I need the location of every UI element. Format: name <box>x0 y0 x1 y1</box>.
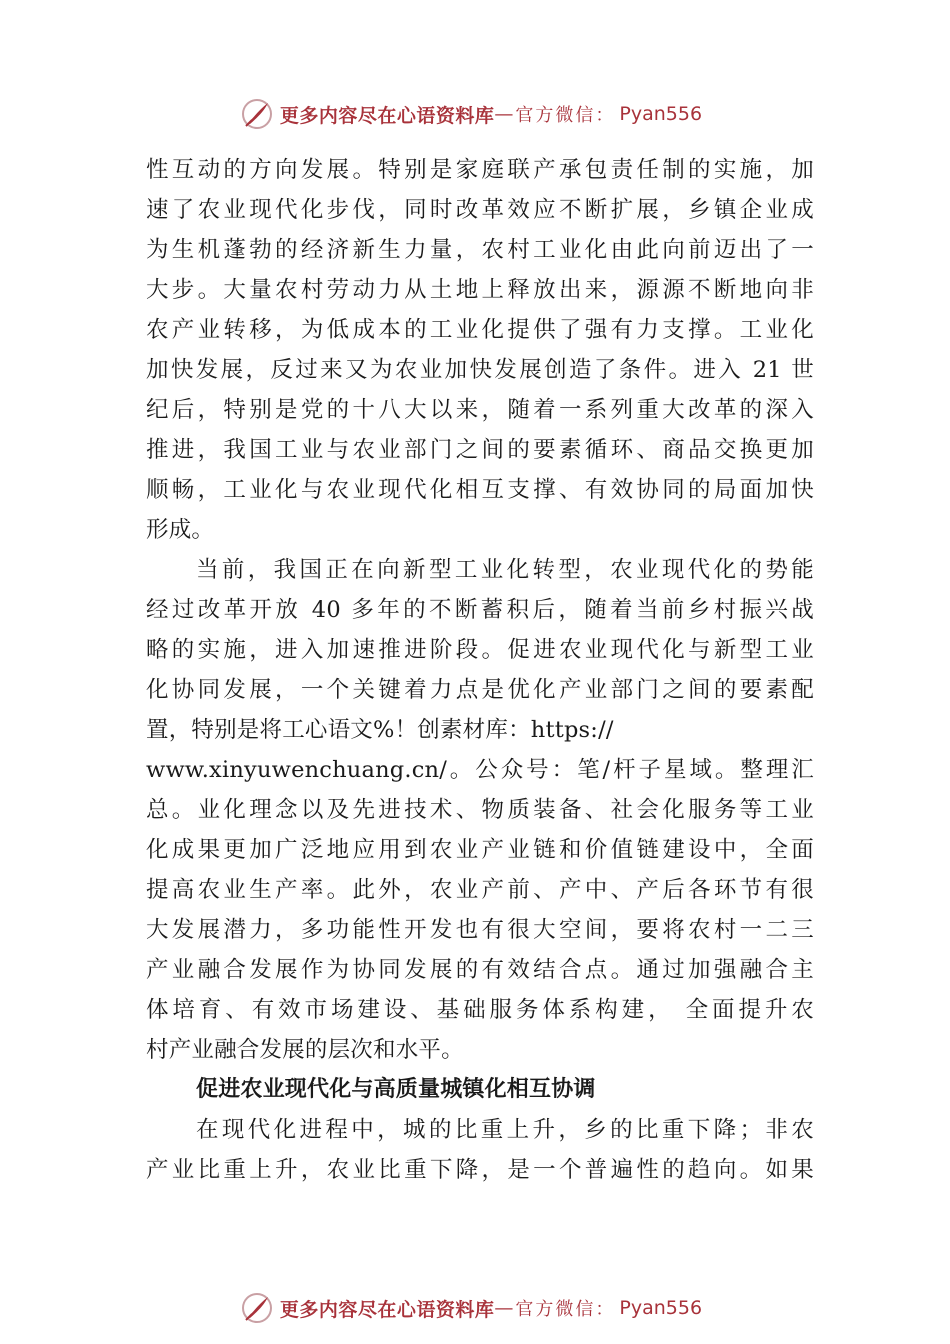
text-line: 置，特别是将工心语文%！创素材库：https:// <box>146 717 614 743</box>
paragraph-1 <box>146 150 814 550</box>
paragraph-3 <box>146 1110 814 1190</box>
text-line: 顺畅，工业化与农业现代化相互支撑、有效协同的局面加快 <box>146 477 814 503</box>
banner-wechat-label: 官方微信： <box>515 105 616 126</box>
text-line: www.xinyuwenchuang.cn/。公众号：笔/杆子星域。整理汇 <box>146 757 814 783</box>
banner-title: 更多内容尽在心语资料库 <box>279 1298 495 1321</box>
text-line: 农产业转移，为低成本的工业化提供了强有力支撑。工业化 <box>146 317 814 343</box>
text-line: 当前，我国正在向新型工业化转型，农业现代化的势能 <box>196 557 814 583</box>
banner-wechat-id: Pyan556 <box>619 1297 703 1319</box>
text-line: 性互动的方向发展。特别是家庭联产承包责任制的实施，加 <box>146 157 814 183</box>
text-line: 大步。大量农村劳动力从土地上释放出来，源源不断地向非 <box>146 277 814 303</box>
banner-separator: — <box>494 103 514 125</box>
text-line: 为生机蓬勃的经济新生力量，农村工业化由此向前迈出了一 <box>146 237 814 263</box>
banner-separator: — <box>494 1297 514 1319</box>
text-line: 形成。 <box>146 517 215 543</box>
text-line: 总。业化理念以及先进技术、物质装备、社会化服务等工业 <box>146 797 814 823</box>
document-body <box>146 150 814 1190</box>
text-line: 纪后，特别是党的十八大以来，随着一系列重大改革的深入 <box>146 397 814 423</box>
text-line: 化协同发展，一个关键着力点是优化产业部门之间的要素配 <box>146 677 814 703</box>
text-line: 村产业融合发展的层次和水平。 <box>146 1037 464 1063</box>
quill-logo-icon <box>240 1291 274 1325</box>
banner-wechat-id: Pyan556 <box>619 103 703 125</box>
quill-logo-icon <box>240 97 274 131</box>
text-line: 略的实施，进入加速推进阶段。促进农业现代化与新型工业 <box>146 637 814 663</box>
banner-title: 更多内容尽在心语资料库 <box>279 104 495 127</box>
text-line: 提高农业生产率。此外，农业产前、产中、产后各环节有很 <box>146 877 814 903</box>
text-line: 大发展潜力，多功能性开发也有很大空间，要将农村一二三 <box>146 917 814 943</box>
text-line: 加快发展，反过来又为农业加快发展创造了条件。进入 21 世 <box>146 357 814 383</box>
header-banner <box>0 94 950 134</box>
paragraph-2 <box>146 550 814 1070</box>
text-line: 产业比重上升，农业比重下降，是一个普遍性的趋向。如果 <box>146 1157 814 1183</box>
text-line: 推进，我国工业与农业部门之间的要素循环、商品交换更加 <box>146 437 814 463</box>
text-line: 化成果更加广泛地应用到农业产业链和价值链建设中，全面 <box>146 837 814 863</box>
footer-banner <box>0 1288 950 1328</box>
text-line: 经过改革开放 40 多年的不断蓄积后，随着当前乡村振兴战 <box>146 597 814 623</box>
text-line: 在现代化进程中，城的比重上升，乡的比重下降；非农 <box>196 1117 814 1143</box>
section-heading: 促进农业现代化与高质量城镇化相互协调 <box>196 1077 596 1102</box>
text-line: 体培育、有效市场建设、基础服务体系构建， 全面提升农 <box>146 997 814 1023</box>
banner-wechat-label: 官方微信： <box>515 1299 616 1320</box>
text-line: 速了农业现代化步伐，同时改革效应不断扩展，乡镇企业成 <box>146 197 814 223</box>
text-line: 产业融合发展作为协同发展的有效结合点。通过加强融合主 <box>146 957 814 983</box>
